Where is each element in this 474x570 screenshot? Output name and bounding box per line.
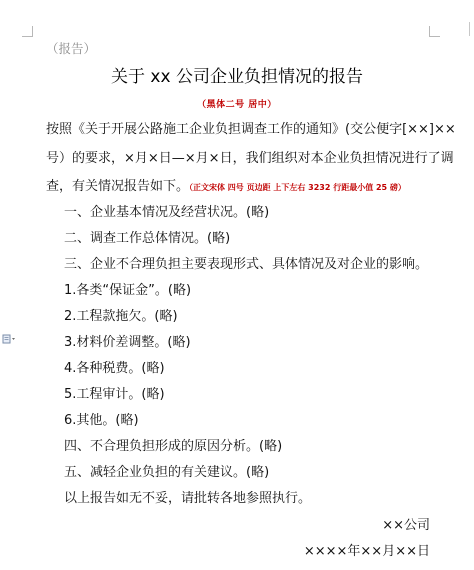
scrollbar-marker[interactable] — [469, 22, 470, 36]
signature-org: ××公司 — [382, 518, 430, 533]
intro-line-3 — [46, 178, 406, 197]
section-2: 二、调查工作总体情况。(略) — [64, 231, 231, 246]
page-margin-corner-top-right — [429, 26, 440, 37]
section-3-item-4: 4.各种税费。(略) — [64, 361, 165, 376]
closing-request: 以上报告如无不妥，请批转各地参照执行。 — [64, 491, 312, 506]
document-title: 关于 xx 公司企业负担情况的报告 — [111, 67, 363, 87]
intro-line-2: 号）的要求，×月×日—×月×日，我们组织对本企业负担情况进行了调 — [46, 151, 454, 166]
section-3-item-2: 2.工程款拖欠。(略) — [64, 309, 178, 324]
signature-date: ××××年××月××日 — [303, 544, 430, 559]
section-1: 一、企业基本情况及经营状况。(略) — [64, 205, 270, 220]
paste-options-icon[interactable] — [2, 334, 16, 344]
section-3-item-3: 3.材料价差调整。(略) — [64, 335, 191, 350]
intro-line-1: 按照《关于开展公路施工企业负担调查工作的通知》(交公便字[××]×× — [46, 122, 456, 137]
section-5: 五、减轻企业负担的有关建议。(略) — [64, 465, 270, 480]
section-3-item-5: 5.工程审计。(略) — [64, 387, 165, 402]
section-4: 四、不合理负担形成的原因分析。(略) — [64, 439, 283, 454]
page-margin-corner-top-left — [22, 26, 33, 37]
section-3: 三、企业不合理负担主要表现形式、具体情况及对企业的影响。 — [64, 257, 429, 272]
intro-line-3-text: 查，有关情况报告如下。 — [46, 179, 190, 194]
document-type-tag: （报告） — [46, 41, 97, 56]
body-format-note: （正文宋体 四号 页边距 上下左右 3232 行距最小值 25 磅） — [189, 183, 406, 192]
section-3-item-6: 6.其他。(略) — [64, 413, 139, 428]
title-format-note: （黑体二号 居中） — [197, 100, 277, 110]
section-3-item-1: 1.各类“保证金”。(略) — [64, 283, 192, 298]
